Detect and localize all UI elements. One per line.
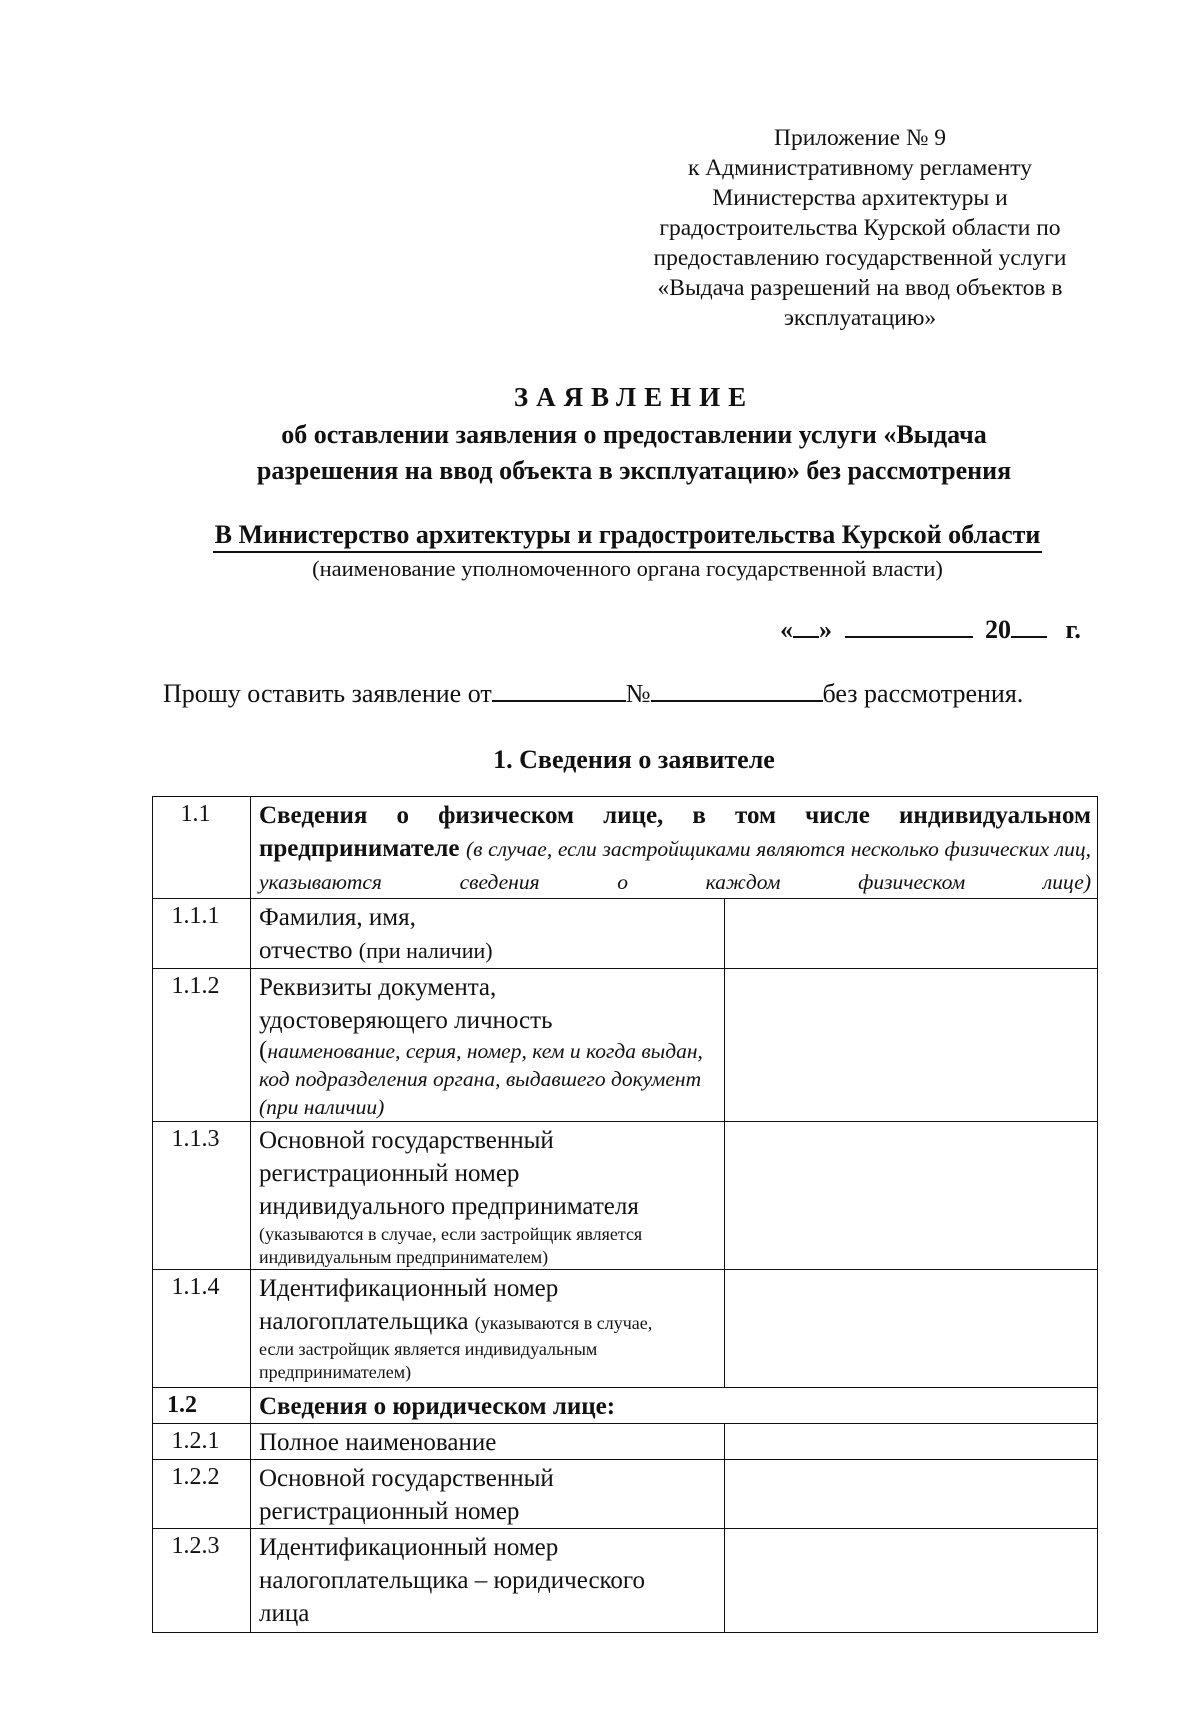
row-number: 1.1.2	[153, 969, 251, 1122]
row-label	[251, 899, 725, 969]
label-line: налогоплательщика – юридического	[259, 1567, 646, 1594]
table-row	[153, 1424, 1098, 1460]
label-line: регистрационный номер	[259, 1498, 520, 1525]
request-number-blank[interactable]	[651, 696, 823, 702]
row-header-note: (в случае, если застройщиками являются несколько физических лиц, указываются сведения о каждом физическом лице)	[259, 837, 1092, 894]
row-number: 1.1.3	[153, 1122, 251, 1270]
row-header-bold: Сведения о юридическом лице:	[259, 1393, 616, 1420]
applicant-table	[152, 796, 1098, 1633]
date-line	[780, 615, 1081, 645]
appendix-line: к Административному регламенту	[687, 155, 1033, 181]
document-subtitle	[0, 417, 1200, 489]
label-line: Идентификационный номер	[259, 1534, 559, 1561]
row-number: 1.1.4	[153, 1270, 251, 1388]
value-cell-ogrnip[interactable]	[725, 1122, 1098, 1270]
row-label	[251, 1122, 725, 1270]
table-row	[153, 1460, 1098, 1529]
table-row	[153, 1122, 1098, 1270]
row-header	[251, 797, 1098, 899]
addressee	[160, 517, 1095, 553]
row-header-bold: Сведения о физическом лице, в том числе индивидуальном предпринимателе	[259, 802, 1092, 862]
value-cell-id-document[interactable]	[725, 969, 1098, 1122]
year-prefix: 20	[985, 615, 1011, 644]
request-text-3: без рассмотрения.	[822, 679, 1024, 708]
subtitle-line-2: разрешения на ввод объекта в эксплуатацию» без рассмотрения	[256, 456, 1012, 485]
appendix-line: предоставлению государственной услуги	[653, 245, 1067, 271]
label-line: налогоплательщика	[259, 1308, 469, 1335]
appendix-line: Приложение № 9	[773, 125, 947, 151]
value-cell-ogrn[interactable]	[725, 1460, 1098, 1529]
label-note: (указываются в случае,	[474, 1313, 653, 1333]
table-row	[153, 1388, 1098, 1424]
request-date-blank[interactable]	[492, 696, 626, 702]
label-note: если застройщик является индивидуальным предпринимателем)	[259, 1339, 598, 1382]
table-row	[153, 899, 1098, 969]
label-line: Полное наименование	[259, 1429, 497, 1456]
row-label	[251, 1424, 725, 1460]
label-line: отчество	[259, 937, 353, 964]
table-row	[153, 797, 1098, 899]
year-blank[interactable]	[1011, 632, 1047, 638]
label-line: лица	[259, 1600, 310, 1627]
label-line: Реквизиты документа,	[259, 974, 497, 1001]
value-cell-full-org-name[interactable]	[725, 1424, 1098, 1460]
label-line: Идентификационный номер	[259, 1275, 559, 1302]
year-suffix: г.	[1065, 615, 1081, 644]
request-text-2: №	[625, 679, 651, 708]
row-number: 1.2.2	[153, 1460, 251, 1529]
row-number: 1.1.1	[153, 899, 251, 969]
table-row	[153, 1270, 1098, 1388]
month-blank[interactable]	[845, 632, 973, 638]
row-label	[251, 1270, 725, 1388]
appendix-header	[630, 123, 1090, 333]
appendix-line: Министерства архитектуры и	[712, 185, 1008, 211]
appendix-line: эксплуатацию»	[783, 305, 937, 331]
label-line: индивидуального предпринимателя	[259, 1193, 639, 1220]
addressee-note: (наименование уполномоченного органа государственной власти)	[312, 556, 943, 581]
addressee-name: В Министерство архитектуры и градостроительства Курской области	[213, 519, 1043, 553]
label-line: удостоверяющего личность	[259, 1007, 553, 1034]
section-title: 1. Сведения о заявителе	[493, 745, 775, 774]
row-number: 1.2	[153, 1388, 251, 1424]
day-blank[interactable]	[793, 632, 819, 638]
table-row	[153, 1529, 1098, 1633]
appendix-line: «Выдача разрешений на ввод объектов в	[657, 275, 1063, 301]
request-line	[163, 679, 1023, 709]
value-cell-inn-org[interactable]	[725, 1529, 1098, 1633]
label-line: Основной государственный	[259, 1127, 554, 1154]
label-line: Фамилия, имя,	[259, 904, 416, 931]
row-number: 1.2.3	[153, 1529, 251, 1633]
appendix-line: градостроительства Курской области по	[659, 215, 1061, 241]
row-number: 1.1	[153, 797, 251, 899]
subtitle-line-1: об оставлении заявления о предоставлении услуги «Выдача	[281, 420, 987, 449]
value-cell-inn-ip[interactable]	[725, 1270, 1098, 1388]
label-paren: (	[259, 1037, 268, 1064]
row-label	[251, 1529, 725, 1633]
row-label	[251, 1460, 725, 1529]
request-text-1: Прошу оставить заявление от	[163, 679, 492, 708]
row-header	[251, 1388, 1098, 1424]
label-line: Основной государственный	[259, 1465, 554, 1492]
row-number: 1.2.1	[153, 1424, 251, 1460]
label-note: наименование, серия, номер, кем и когда выдан, код подразделения органа, выдавшего документ (при наличии)	[259, 1039, 703, 1119]
row-label	[251, 969, 725, 1122]
date-quote-close: »	[819, 615, 832, 644]
value-cell-full-name[interactable]	[725, 899, 1098, 969]
document-title: ЗАЯВЛЕНИЕ	[513, 382, 755, 412]
label-note: (указываются в случае, если застройщик является индивидуальным предпринимателем)	[259, 1224, 643, 1267]
label-line: регистрационный номер	[259, 1160, 520, 1187]
date-quote-open: «	[780, 615, 793, 644]
label-note: (при наличии)	[358, 938, 493, 963]
table-row	[153, 969, 1098, 1122]
